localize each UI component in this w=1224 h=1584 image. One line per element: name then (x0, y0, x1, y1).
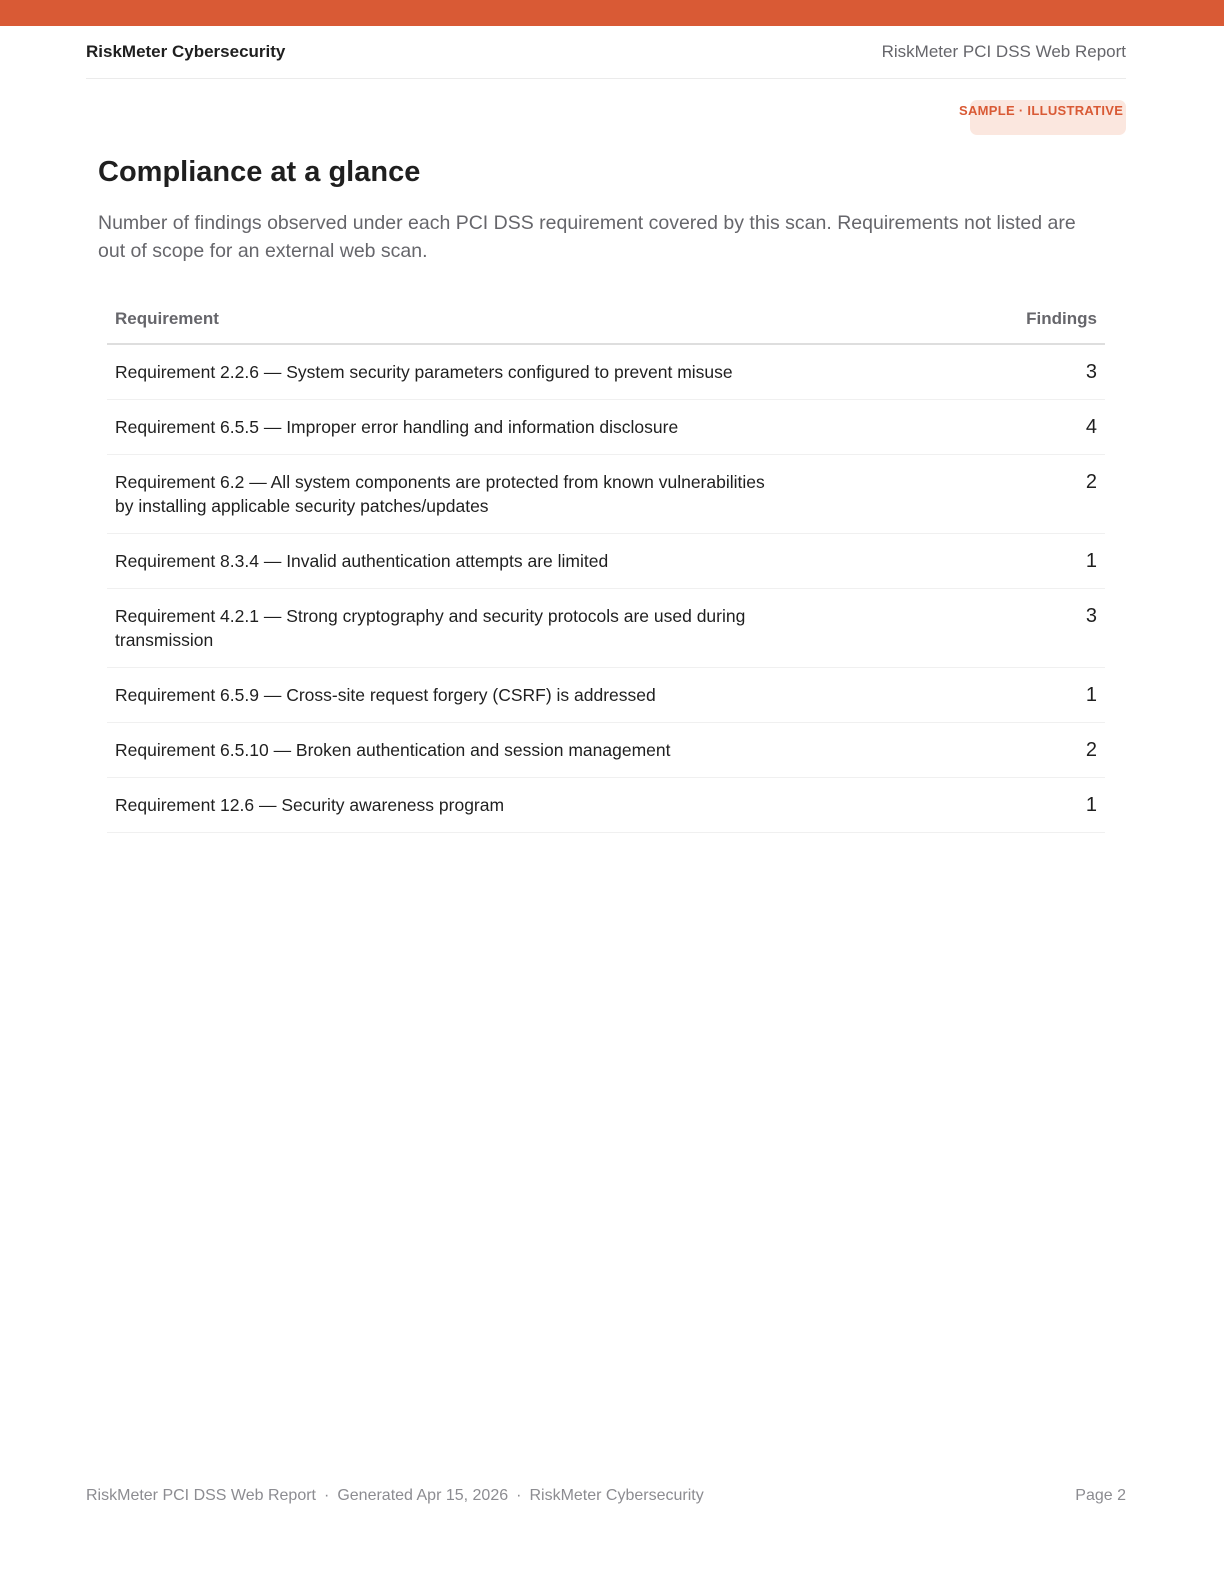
table-row (107, 400, 1105, 455)
footer-separator: · (324, 1487, 330, 1504)
footer-info (86, 1487, 704, 1505)
requirement-cell: Requirement 6.5.10 — Broken authentication and session management (107, 723, 985, 778)
findings-count: 2 (985, 455, 1105, 534)
table-row (107, 534, 1105, 589)
requirement-cell: Requirement 12.6 — Security awareness program (107, 778, 985, 833)
requirement-cell: Requirement 6.2 — All system components are protected from known vulnerabilities by installing applicable security patches/updates (107, 455, 985, 534)
section-title: Compliance at a glance (98, 156, 421, 188)
findings-count: 2 (985, 723, 1105, 778)
requirement-cell: Requirement 2.2.6 — System security parameters configured to prevent misuse (107, 344, 985, 400)
footer-separator: · (516, 1487, 522, 1504)
findings-count: 1 (985, 534, 1105, 589)
requirement-cell: Requirement 6.5.5 — Improper error handling and information disclosure (107, 400, 985, 455)
table-row (107, 455, 1105, 534)
footer-generated-date: Generated Apr 15, 2026 (337, 1487, 509, 1504)
page-number: Page 2 (1075, 1487, 1126, 1504)
table-row (107, 668, 1105, 723)
findings-count: 1 (985, 668, 1105, 723)
table-header-row (107, 295, 1105, 344)
page-footer (86, 1487, 1126, 1505)
report-title: RiskMeter PCI DSS Web Report (881, 42, 1126, 61)
footer-report-name: RiskMeter PCI DSS Web Report (86, 1487, 316, 1504)
table-row (107, 344, 1105, 400)
column-header-findings: Findings (985, 295, 1105, 344)
section-description: Number of findings observed under each PCI DSS requirement covered by this scan. Requirements not listed are out of scope for an external web scan. (98, 212, 1076, 262)
requirement-cell: Requirement 4.2.1 — Strong cryptography and security protocols are used during transmission (107, 589, 985, 668)
findings-count: 4 (985, 400, 1105, 455)
accent-top-bar (0, 0, 1224, 26)
requirement-cell: Requirement 6.5.9 — Cross-site request forgery (CSRF) is addressed (107, 668, 985, 723)
footer-company: RiskMeter Cybersecurity (529, 1487, 704, 1504)
column-header-requirement: Requirement (107, 295, 985, 344)
table-row (107, 589, 1105, 668)
brand-name: RiskMeter Cybersecurity (86, 42, 286, 61)
findings-table (107, 295, 1105, 833)
sample-badge-label: SAMPLE · ILLUSTRATIVE (959, 103, 1124, 118)
findings-count: 3 (985, 344, 1105, 400)
requirement-cell: Requirement 8.3.4 — Invalid authentication attempts are limited (107, 534, 985, 589)
page-header (86, 26, 1126, 79)
table-row (107, 723, 1105, 778)
findings-count: 1 (985, 778, 1105, 833)
table-row (107, 778, 1105, 833)
findings-count: 3 (985, 589, 1105, 668)
